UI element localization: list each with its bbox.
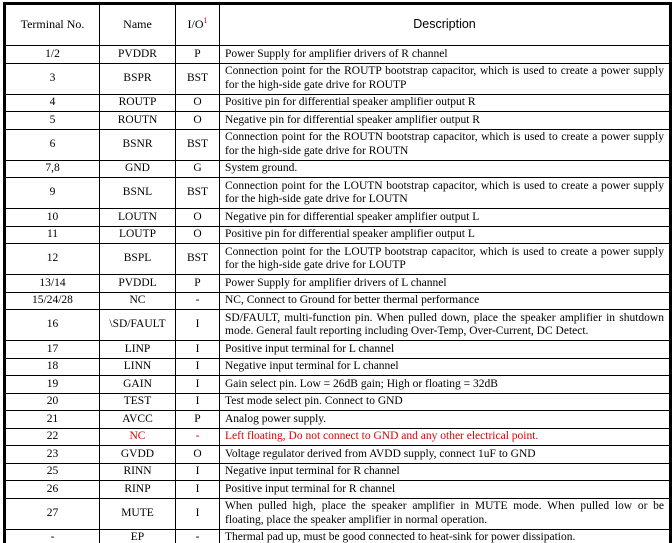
- cell-io: BST: [176, 129, 220, 160]
- table-row: [5, 129, 671, 160]
- io-footnote-superscript: 1: [203, 16, 208, 26]
- cell-io: P: [176, 411, 220, 429]
- cell-description: Negative input terminal for R channel: [220, 463, 671, 481]
- cell-name: ROUTN: [100, 112, 176, 130]
- cell-name: LINN: [100, 358, 176, 376]
- cell-terminal-no: -: [5, 529, 100, 543]
- cell-terminal-no: 6: [5, 129, 100, 160]
- cell-terminal-no: 27: [5, 498, 100, 529]
- table-row: [5, 244, 671, 275]
- cell-io: BST: [176, 178, 220, 209]
- table-row: [5, 160, 671, 178]
- cell-io: BST: [176, 244, 220, 275]
- table-row: [5, 209, 671, 227]
- cell-description: Positive pin for differential speaker amplifier output L: [220, 226, 671, 244]
- cell-description: NC, Connect to Ground for better thermal performance: [220, 292, 671, 310]
- cell-name: LINP: [100, 341, 176, 359]
- cell-io: I: [176, 498, 220, 529]
- cell-description: Positive pin for differential speaker amplifier output R: [220, 94, 671, 112]
- cell-terminal-no: 12: [5, 244, 100, 275]
- cell-terminal-no: 15/24/28: [5, 292, 100, 310]
- table-row: [5, 446, 671, 464]
- table-row: [5, 310, 671, 341]
- cell-terminal-no: 1/2: [5, 46, 100, 64]
- cell-name: \SD/FAULT: [100, 310, 176, 341]
- table-row: [5, 341, 671, 359]
- cell-terminal-no: 21: [5, 411, 100, 429]
- cell-name: BSNL: [100, 178, 176, 209]
- column-header-label: Description: [413, 17, 476, 32]
- terminal-description-table: [3, 2, 672, 543]
- cell-description: Analog power supply.: [220, 411, 671, 429]
- cell-name: BSPL: [100, 244, 176, 275]
- cell-name: RINN: [100, 463, 176, 481]
- cell-name: GAIN: [100, 376, 176, 394]
- table-row: [5, 358, 671, 376]
- cell-description: SD/FAULT, multi-function pin. When pulled down, place the speaker amplifier in shutdown mode. General fault reporting including Over-Temp, Over-Current, DC Detect.: [220, 310, 671, 341]
- cell-io: BST: [176, 63, 220, 94]
- cell-terminal-no: 10: [5, 209, 100, 227]
- cell-io: I: [176, 393, 220, 411]
- cell-description: Connection point for the LOUTP bootstrap capacitor, which is used to create a power supply for the high-side gate drive for LOUTP: [220, 244, 671, 275]
- cell-name: PVDDR: [100, 46, 176, 64]
- cell-terminal-no: 19: [5, 376, 100, 394]
- cell-terminal-no: 4: [5, 94, 100, 112]
- column-header-label: I/O: [187, 17, 204, 32]
- table-row: [5, 292, 671, 310]
- table-row: [5, 376, 671, 394]
- cell-io: I: [176, 463, 220, 481]
- table-row: [5, 112, 671, 130]
- table-row: [5, 178, 671, 209]
- cell-io: I: [176, 376, 220, 394]
- table-row: [5, 481, 671, 499]
- column-header-terminal-no: [5, 4, 100, 46]
- cell-terminal-no: 9: [5, 178, 100, 209]
- cell-terminal-no: 18: [5, 358, 100, 376]
- cell-description: Voltage regulator derived from AVDD supply, connect 1uF to GND: [220, 446, 671, 464]
- cell-terminal-no: 20: [5, 393, 100, 411]
- table-row: [5, 498, 671, 529]
- cell-description: Negative pin for differential speaker amplifier output L: [220, 209, 671, 227]
- cell-description: Gain select pin. Low = 26dB gain; High or floating = 32dB: [220, 376, 671, 394]
- table-row: [5, 393, 671, 411]
- cell-io: G: [176, 160, 220, 178]
- cell-terminal-no: 25: [5, 463, 100, 481]
- cell-io: I: [176, 341, 220, 359]
- cell-io: O: [176, 209, 220, 227]
- cell-description: Thermal pad up, must be good connected to heat-sink for power dissipation.: [220, 529, 671, 543]
- cell-io: P: [176, 46, 220, 64]
- table-row: [5, 63, 671, 94]
- cell-io: -: [176, 292, 220, 310]
- column-header-label: Terminal No.: [20, 17, 85, 32]
- cell-io: -: [176, 529, 220, 543]
- cell-terminal-no: 7,8: [5, 160, 100, 178]
- cell-terminal-no: 17: [5, 341, 100, 359]
- column-header-name: [100, 4, 176, 46]
- cell-terminal-no: 22: [5, 428, 100, 446]
- cell-description: Connection point for the ROUTN bootstrap capacitor, which is used to create a power supply for the high-side gate drive for ROUTN: [220, 129, 671, 160]
- table-row: [5, 226, 671, 244]
- cell-io: O: [176, 446, 220, 464]
- cell-io: O: [176, 94, 220, 112]
- cell-terminal-no: 3: [5, 63, 100, 94]
- cell-description: Positive input terminal for L channel: [220, 341, 671, 359]
- cell-description: Test mode select pin. Connect to GND: [220, 393, 671, 411]
- cell-name: GND: [100, 160, 176, 178]
- cell-name: EP: [100, 529, 176, 543]
- cell-io: I: [176, 481, 220, 499]
- cell-description: When pulled high, place the speaker amplifier in MUTE mode. When pulled low or be floating, place the speaker amplifier in normal operation.: [220, 498, 671, 529]
- cell-description: Power Supply for amplifier drivers of R channel: [220, 46, 671, 64]
- cell-name: LOUTP: [100, 226, 176, 244]
- cell-description: Positive input terminal for R channel: [220, 481, 671, 499]
- cell-description: Negative input terminal for L channel: [220, 358, 671, 376]
- cell-io: O: [176, 112, 220, 130]
- cell-name: BSNR: [100, 129, 176, 160]
- cell-io: I: [176, 310, 220, 341]
- cell-name: GVDD: [100, 446, 176, 464]
- cell-name: BSPR: [100, 63, 176, 94]
- cell-description: Connection point for the ROUTP bootstrap capacitor, which is used to create a power supply for the high-side gate drive for ROUTP: [220, 63, 671, 94]
- column-header-io: [176, 4, 220, 46]
- cell-terminal-no: 26: [5, 481, 100, 499]
- column-header-label: Name: [123, 17, 152, 32]
- cell-terminal-no: 5: [5, 112, 100, 130]
- cell-io: O: [176, 226, 220, 244]
- cell-name: NC: [100, 292, 176, 310]
- cell-io: -: [176, 428, 220, 446]
- table-body: [5, 46, 671, 543]
- column-header-description: [220, 4, 671, 46]
- table-row: [5, 411, 671, 429]
- table-row: [5, 428, 671, 446]
- cell-terminal-no: 16: [5, 310, 100, 341]
- table-row: [5, 46, 671, 64]
- cell-name: RINP: [100, 481, 176, 499]
- table-row: [5, 463, 671, 481]
- cell-terminal-no: 13/14: [5, 275, 100, 293]
- cell-name: TEST: [100, 393, 176, 411]
- table-header-row: [5, 4, 671, 46]
- cell-name: ROUTP: [100, 94, 176, 112]
- table-row: [5, 94, 671, 112]
- cell-name: AVCC: [100, 411, 176, 429]
- table-row: [5, 275, 671, 293]
- cell-io: I: [176, 358, 220, 376]
- cell-io: P: [176, 275, 220, 293]
- cell-description: System ground.: [220, 160, 671, 178]
- cell-name: NC: [100, 428, 176, 446]
- table-row: [5, 529, 671, 543]
- cell-description: Left floating, Do not connect to GND and any other electrical point.: [220, 428, 671, 446]
- cell-name: MUTE: [100, 498, 176, 529]
- cell-description: Connection point for the LOUTN bootstrap capacitor, which is used to create a power supply for the high-side gate drive for LOUTN: [220, 178, 671, 209]
- cell-description: Power Supply for amplifier drivers of L channel: [220, 275, 671, 293]
- cell-terminal-no: 23: [5, 446, 100, 464]
- cell-description: Negative pin for differential speaker amplifier output R: [220, 112, 671, 130]
- cell-name: LOUTN: [100, 209, 176, 227]
- cell-terminal-no: 11: [5, 226, 100, 244]
- cell-name: PVDDL: [100, 275, 176, 293]
